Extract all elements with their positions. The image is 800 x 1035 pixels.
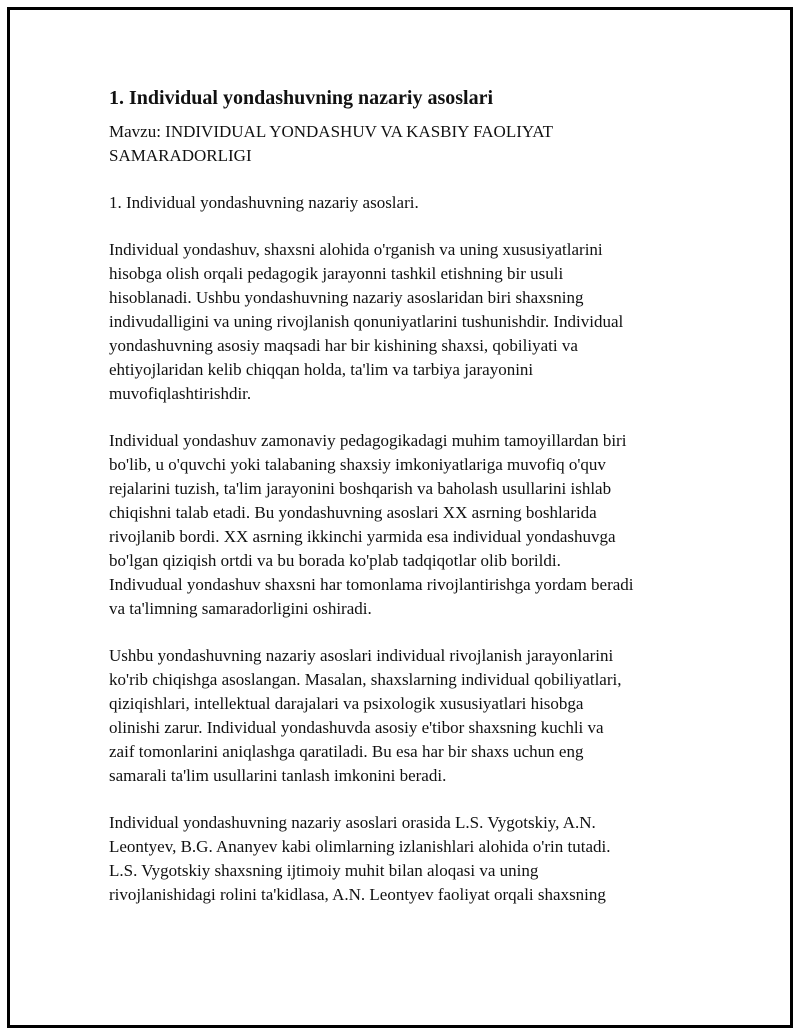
paragraph-line: Individual yondashuv, shaxsni alohida o'rganish va uning xususiyatlarini xyxy=(109,240,603,259)
paragraph-line: indivudalligini va uning rivojlanish qonuniyatlarini tushunishdir. Individual xyxy=(109,312,624,331)
paragraph-line: Individual yondashuvning nazariy asoslari orasida L.S. Vygotskiy, A.N. xyxy=(109,813,596,832)
subject-line xyxy=(109,120,687,168)
spacer xyxy=(109,406,687,429)
paragraph-line: Leontyev, B.G. Ananyev kabi olimlarning izlanishlari alohida o'rin tutadi. xyxy=(109,837,611,856)
paragraph-line: bo'lgan qiziqish ortdi va bu borada ko'plab tadqiqotlar olib borildi. xyxy=(109,551,561,570)
spacer xyxy=(109,788,687,811)
paragraph-line: zaif tomonlarini aniqlashga qaratiladi. Bu esa har bir shaxs uchun eng xyxy=(109,742,584,761)
paragraph-line: va ta'limning samaradorligini oshiradi. xyxy=(109,599,372,618)
document-heading: 1. Individual yondashuvning nazariy asoslari xyxy=(109,87,494,109)
spacer xyxy=(109,621,687,644)
paragraph-line: rivojlanib bordi. XX asrning ikkinchi yarmida esa individual yondashuvga xyxy=(109,527,616,546)
paragraph-4 xyxy=(109,811,687,907)
paragraph-line: rivojlanishidagi rolini ta'kidlasa, A.N. Leontyev faoliyat orqali shaxsning xyxy=(109,885,606,904)
spacer xyxy=(109,168,687,191)
paragraph-line: hisobga olish orqali pedagogik jarayonni tashkil etishning bir usuli xyxy=(109,264,564,283)
paragraph-line: Indivudual yondashuv shaxsni har tomonlama rivojlantirishga yordam beradi xyxy=(109,575,634,594)
paragraph-line: chiqishni talab etadi. Bu yondashuvning asoslari XX asrning boshlarida xyxy=(109,503,597,522)
paragraph-line: L.S. Vygotskiy shaxsning ijtimoiy muhit bilan aloqasi va uning xyxy=(109,861,539,880)
paragraph-2 xyxy=(109,429,687,621)
spacer xyxy=(109,215,687,238)
paragraph-line: ko'rib chiqishga asoslangan. Masalan, shaxslarning individual qobiliyatlari, xyxy=(109,670,622,689)
subject-line-1: Mavzu: INDIVIDUAL YONDASHUV VA KASBIY FAOLIYAT xyxy=(109,122,554,141)
section-title: 1. Individual yondashuvning nazariy asoslari. xyxy=(109,193,419,212)
paragraph-line: rejalarini tuzish, ta'lim jarayonini boshqarish va baholash usullarini ishlab xyxy=(109,479,612,498)
document-body xyxy=(109,84,687,907)
paragraph-line: muvofiqlashtirishdir. xyxy=(109,384,252,403)
paragraph-line: Ushbu yondashuvning nazariy asoslari individual rivojlanish jarayonlarini xyxy=(109,646,614,665)
paragraph-line: olinishi zarur. Individual yondashuvda asosiy e'tibor shaxsning kuchli va xyxy=(109,718,604,737)
paragraph-1 xyxy=(109,238,687,406)
paragraph-line: yondashuvning asosiy maqsadi har bir kishining shaxsi, qobiliyati va xyxy=(109,336,578,355)
paragraph-line: ehtiyojlaridan kelib chiqqan holda, ta'lim va tarbiya jarayonini xyxy=(109,360,534,379)
paragraph-3 xyxy=(109,644,687,788)
paragraph-line: Individual yondashuv zamonaviy pedagogikadagi muhim tamoyillardan biri xyxy=(109,431,627,450)
subject-line-2: SAMARADORLIGI xyxy=(109,146,252,165)
paragraph-line: hisoblanadi. Ushbu yondashuvning nazariy asoslaridan biri shaxsning xyxy=(109,288,584,307)
paragraph-line: samarali ta'lim usullarini tanlash imkonini beradi. xyxy=(109,766,447,785)
paragraph-line: bo'lib, u o'quvchi yoki talabaning shaxsiy imkoniyatlariga muvofiq o'quv xyxy=(109,455,606,474)
paragraph-line: qiziqishlari, intellektual darajalari va psixologik xususiyatlari hisobga xyxy=(109,694,584,713)
